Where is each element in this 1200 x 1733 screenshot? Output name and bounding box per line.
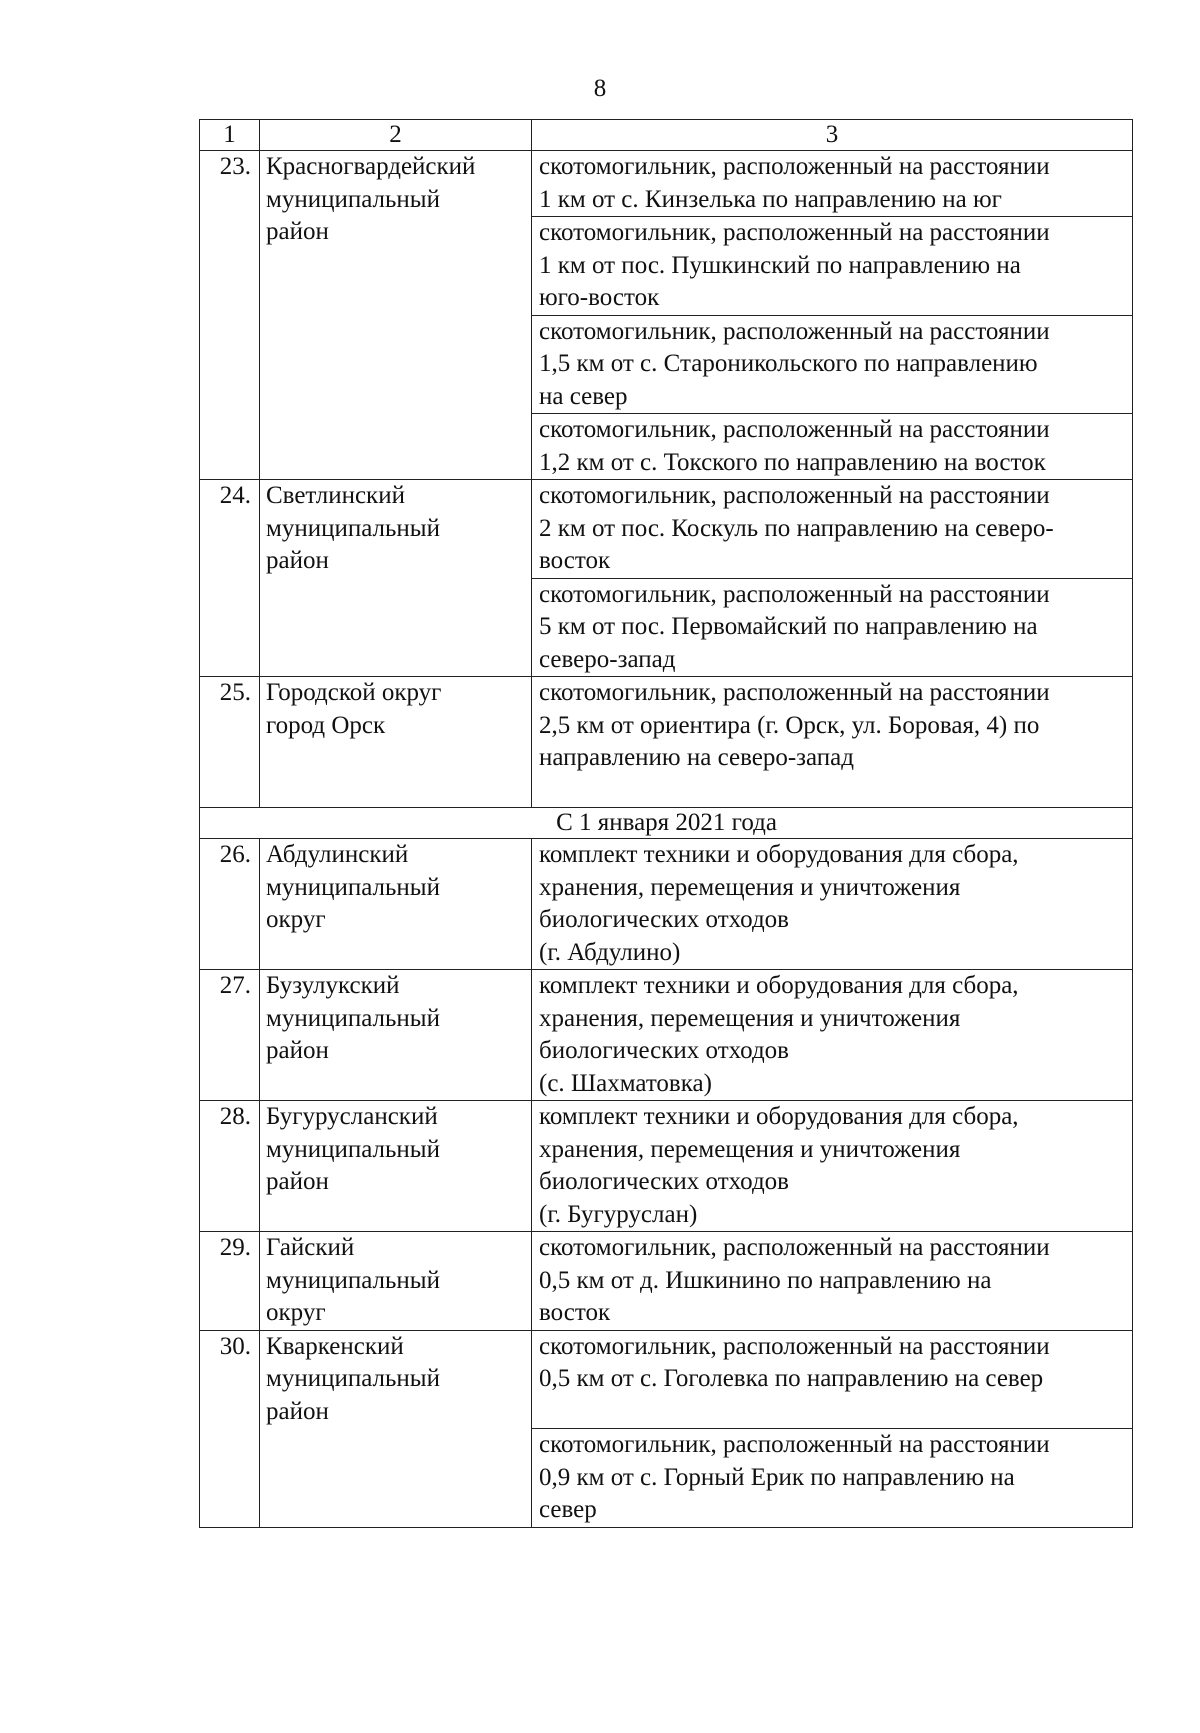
district-name <box>260 970 532 1101</box>
facility-line: скотомогильник, расположенный на расстоянии <box>539 416 1050 443</box>
district-name-line: муниципальный <box>266 1266 440 1294</box>
facility-description <box>532 1232 1133 1331</box>
facility-line: скотомогильник, расположенный на расстоянии <box>539 580 1050 608</box>
facility-line: комплект техники и оборудования для сбора, <box>539 841 1019 868</box>
facility-entry <box>539 151 1127 216</box>
district-name-line: муниципальный <box>266 1365 440 1392</box>
district-name-line: округ <box>266 1299 326 1326</box>
facility-entry <box>539 1331 1127 1429</box>
row-number: 30. <box>200 1330 260 1527</box>
row-number: 26. <box>200 839 260 970</box>
district-name-line: район <box>266 1037 329 1064</box>
facility-entry <box>539 839 1127 969</box>
facility-entry <box>539 677 1127 807</box>
facility-line: скотомогильник, расположенный на расстоянии <box>539 1332 1050 1360</box>
facility-line <box>539 1396 1127 1429</box>
district-name-line: Бугурусланский <box>266 1103 438 1130</box>
header-col-1: 1 <box>200 120 260 151</box>
facility-line: скотомогильник, расположенный на расстоянии <box>539 1431 1050 1458</box>
district-name <box>260 677 532 808</box>
facility-entry <box>532 1428 1132 1527</box>
district-name-line: муниципальный <box>266 1004 440 1032</box>
facility-line: биологических отходов <box>539 906 789 933</box>
row-number: 25. <box>200 677 260 808</box>
facility-line: (с. Шахматовка) <box>539 1069 712 1097</box>
district-name-line: муниципальный <box>266 514 440 542</box>
district-name-line: округ <box>266 906 326 933</box>
district-name-line: Бузулукский <box>266 972 400 999</box>
facility-entry <box>539 480 1127 578</box>
table-row <box>200 1232 1133 1331</box>
district-name <box>260 1232 532 1331</box>
district-name <box>260 480 532 677</box>
district-name <box>260 1330 532 1527</box>
table-row <box>200 839 1133 970</box>
table-row <box>200 1330 1133 1527</box>
facility-line: на север <box>539 382 628 410</box>
table-header-row <box>200 120 1133 151</box>
district-name <box>260 839 532 970</box>
facility-line <box>539 775 1127 808</box>
table-row <box>200 1101 1133 1232</box>
facility-description <box>532 1101 1133 1232</box>
facility-line: хранения, перемещения и уничтожения <box>539 1135 961 1163</box>
facility-line: направлению на северо-запад <box>539 744 854 771</box>
district-name-line: Красногвардейский <box>266 153 476 180</box>
facility-line: 2 км от пос. Коскуль по направлению на северо- <box>539 514 1054 542</box>
facility-description <box>532 1330 1133 1527</box>
facility-entry <box>532 216 1132 315</box>
facility-line: биологических отходов <box>539 1037 789 1064</box>
facility-line: скотомогильник, расположенный на расстоянии <box>539 482 1050 509</box>
page-number: 8 <box>593 75 607 102</box>
district-name <box>260 151 532 480</box>
facility-entry <box>539 1101 1127 1231</box>
district-name-line: муниципальный <box>266 1135 440 1163</box>
facility-entry <box>532 413 1132 479</box>
table-row <box>200 970 1133 1101</box>
facility-line: восток <box>539 1299 611 1326</box>
facility-description <box>532 677 1133 808</box>
district-name-line: Светлинский <box>266 482 405 509</box>
district-name-line: город Орск <box>266 711 386 739</box>
header-col-3: 3 <box>532 120 1133 151</box>
facility-entry <box>539 1232 1127 1330</box>
header-col-2: 2 <box>260 120 532 151</box>
facility-line: скотомогильник, расположенный на расстоянии <box>539 317 1050 345</box>
facility-line: 0,9 км от с. Горный Ерик по направлению на <box>539 1463 1015 1491</box>
facility-line: 2,5 км от ориентира (г. Орск, ул. Боровая, 4) по <box>539 711 1040 739</box>
facility-line: 1,2 км от с. Токского по направлению на восток <box>539 448 1046 476</box>
facility-line: 5 км от пос. Первомайский по направлению на <box>539 613 1038 640</box>
facility-line: север <box>539 1496 597 1523</box>
district-name-line: Кваркенский <box>266 1332 404 1360</box>
facility-line: биологических отходов <box>539 1168 789 1195</box>
facility-line: хранения, перемещения и уничтожения <box>539 1004 961 1032</box>
row-number: 24. <box>200 480 260 677</box>
district-name-line: Городской округ <box>266 679 442 706</box>
row-number: 29. <box>200 1232 260 1331</box>
facility-line: северо-запад <box>539 645 676 673</box>
facility-description <box>532 839 1133 970</box>
facility-line: скотомогильник, расположенный на расстоянии <box>539 153 1050 180</box>
disposal-sites-table <box>199 119 1133 1528</box>
table-row <box>200 480 1133 677</box>
facility-line: юго-восток <box>539 284 660 311</box>
facility-entry <box>532 315 1132 414</box>
facility-entry <box>539 970 1127 1100</box>
facility-line: скотомогильник, расположенный на расстоянии <box>539 1234 1050 1261</box>
facility-line: 0,5 км от с. Гоголевка по направлению на север <box>539 1365 1044 1392</box>
facility-description <box>532 970 1133 1101</box>
district-name-line: Абдулинский <box>266 841 409 868</box>
row-number: 27. <box>200 970 260 1101</box>
district-name-line: муниципальный <box>266 873 440 901</box>
district-name-line: муниципальный <box>266 185 440 213</box>
facility-description <box>532 151 1133 480</box>
district-name-line: район <box>266 547 329 574</box>
facility-line: скотомогильник, расположенный на расстоянии <box>539 219 1050 246</box>
table-row <box>200 151 1133 480</box>
facility-line: комплект техники и оборудования для сбора, <box>539 1103 1019 1130</box>
facility-description <box>532 480 1133 677</box>
district-name-line: район <box>266 1397 329 1425</box>
district-name-line: район <box>266 218 329 245</box>
facility-line: скотомогильник, расположенный на расстоянии <box>539 679 1050 706</box>
district-name <box>260 1101 532 1232</box>
facility-entry <box>532 578 1132 677</box>
district-name-line: район <box>266 1168 329 1195</box>
facility-line: комплект техники и оборудования для сбора, <box>539 972 1019 999</box>
section-row <box>200 808 1133 839</box>
facility-line: восток <box>539 547 611 574</box>
row-number: 23. <box>200 151 260 480</box>
facility-line: 1 км от с. Кинзелька по направлению на юг <box>539 185 1002 213</box>
facility-line: хранения, перемещения и уничтожения <box>539 873 961 901</box>
facility-line: 1,5 км от с. Староникольского по направлению <box>539 350 1038 377</box>
facility-line: 0,5 км от д. Ишкинино по направлению на <box>539 1266 992 1294</box>
facility-line: (г. Бугуруслан) <box>539 1200 698 1228</box>
section-label: С 1 января 2021 года <box>200 808 1133 839</box>
facility-line: 1 км от пос. Пушкинский по направлению на <box>539 251 1021 279</box>
district-name-line: Гайский <box>266 1234 355 1261</box>
facility-line: (г. Абдулино) <box>539 938 681 966</box>
table-row <box>200 677 1133 808</box>
row-number: 28. <box>200 1101 260 1232</box>
